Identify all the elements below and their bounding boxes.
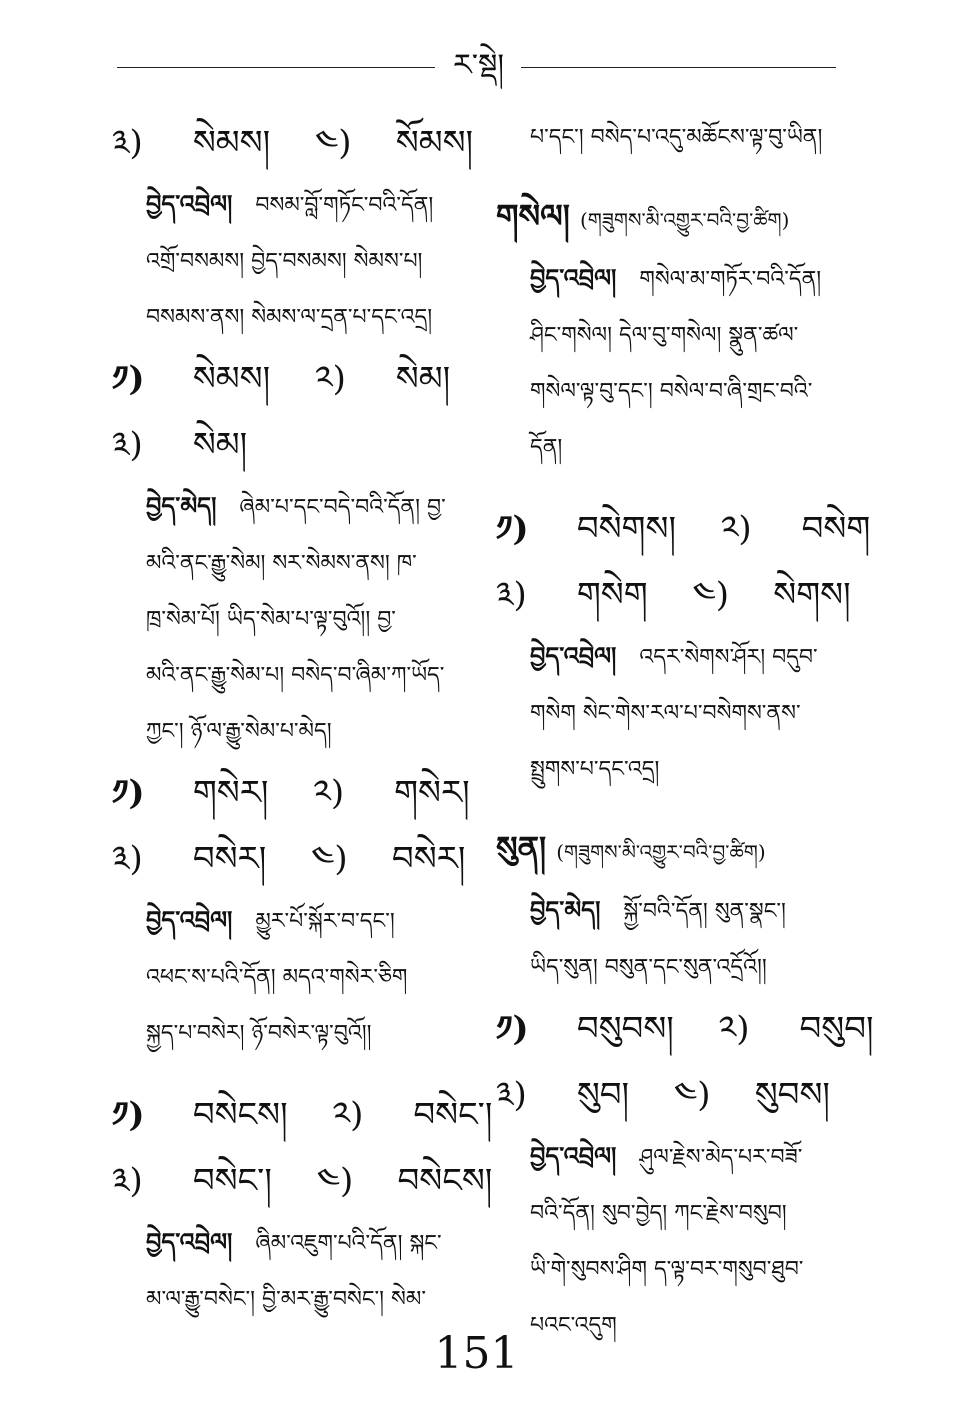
form-number: ༣)	[112, 839, 143, 879]
definition-line	[496, 628, 841, 686]
definition-label: བྱེད་འབྲེལ།	[146, 905, 233, 934]
definition-line: ཁྲ་སེམ་པོ། ཡིད་སེམ་པ་ལྟ་བུའོ།། བྱ་	[146, 607, 396, 632]
verb-form: སོམས།	[395, 123, 474, 163]
right-column	[496, 110, 874, 1354]
form-number: ༤)	[316, 1161, 354, 1201]
definition-line: ཡིད་སུན། བསུན་དང་སུན་འདྲོའོ།།	[530, 955, 767, 980]
definition-line: ཡི་གེ་སུབས་ཤིག ད་ལྟ་བར་གསུབ་ཐུབ་	[530, 1257, 804, 1282]
verb-forms-line	[496, 496, 871, 562]
form-number: ༤)	[314, 123, 352, 163]
verb-forms-line	[112, 826, 472, 892]
verb-form: བསེངས།	[397, 1161, 493, 1201]
definition-text: ཤུལ་རྗེས་མེད་པར་བཟོ་	[639, 1145, 803, 1170]
form-number: ༡)	[496, 509, 529, 549]
definition-text: གསེལ་མ་གཏོར་བའི་དོན།	[639, 267, 822, 292]
definition-line	[112, 892, 472, 950]
verb-forms-line	[112, 1082, 493, 1148]
definition-line	[112, 176, 472, 234]
header-rule-left	[117, 67, 435, 68]
verb-form: གསེག	[576, 575, 648, 615]
form-number: ༣)	[496, 575, 527, 615]
definition-text: ཞིམ་འཇུག་པའི་དོན། སྐང་	[255, 1231, 442, 1256]
verb-forms-line	[112, 760, 472, 826]
verb-forms-line	[496, 996, 874, 1062]
header-rule-right	[521, 67, 836, 68]
verb-form: བསེར།	[391, 839, 466, 879]
definition-line: མ་ལ་རྒྱུ་བསེང་། བྱི་མར་རྒྱུ་བསེང་། སེམ་	[146, 1287, 426, 1312]
verb-form: སེམས།	[192, 359, 271, 399]
definition-line: ཀྱང་། ཉོ་ལ་རྒྱུ་སེམ་པ་མེད།	[146, 719, 332, 744]
definition-line: གསེལ་ལྟ་བུ་དང་། བསེལ་བ་ཞི་གྲང་བའི་	[530, 379, 813, 404]
verb-form: གསེར།	[394, 773, 470, 813]
definition-line: འགྲོ་བསམས། བྱེད་བསམས། སེམས་པ།	[146, 249, 423, 274]
verb-form: བསེང་།	[413, 1095, 493, 1135]
verb-form: བསེང་།	[192, 1161, 272, 1201]
form-number: ༤)	[311, 839, 348, 879]
form-number: ༤)	[692, 575, 730, 615]
definition-line: འཕང་ས་པའི་དོན། མདའ་གསེར་ཅིག	[146, 965, 408, 990]
definition-line	[496, 1128, 841, 1186]
definition-text: སྐྱོ་བའི་དོན། སུན་སྣང་།	[623, 899, 786, 924]
definition-line: བའི་དོན། སུབ་བྱེད། ཀང་རྗེས་བསུབ།	[530, 1201, 787, 1226]
verb-form: སེགས།	[773, 575, 851, 615]
definition-line	[496, 882, 841, 940]
headword-note: (གཟུགས་མི་འགྱུར་བའི་བྱ་ཚིག)	[580, 208, 790, 232]
definition-line: མའི་ནང་རྒྱུ་སེམ་པ། བསེད་བ་ཞིམ་ཀ་ཡོད་	[146, 663, 445, 688]
definition-line: སྤྲུགས་པ་དང་འདྲ།	[530, 757, 660, 782]
definition-label: བྱེད་འབྲེལ།	[146, 189, 233, 218]
definition-line: མའི་ནང་རྒྱུ་སེམ། སར་སེམས་ནས། ཁ་	[146, 551, 417, 576]
definition-line	[496, 250, 841, 308]
verb-form: བསུབ།	[799, 1009, 874, 1049]
form-number: ༣)	[112, 425, 143, 465]
headword: སུན།	[496, 829, 547, 867]
verb-form: བསུབས།	[576, 1009, 674, 1049]
page-number: 151	[434, 1328, 519, 1379]
verb-form: སེམས།	[192, 123, 271, 163]
verb-form: བསེར།	[192, 839, 267, 879]
definition-line	[112, 478, 472, 536]
verb-forms-line	[112, 110, 472, 176]
verb-forms-line	[496, 1062, 841, 1128]
form-number: ༣)	[112, 123, 143, 163]
form-number: ༡)	[112, 1095, 145, 1135]
definition-text: འདར་སེགས་ཤོར། བདུབ་	[639, 645, 818, 670]
form-number: ༡)	[496, 1009, 529, 1049]
headword-line	[496, 186, 841, 250]
headword-line	[496, 818, 841, 882]
verb-form: སུབས།	[754, 1075, 830, 1115]
continued-text: པ་དང་། བསེད་པ་འདུ་མཆོངས་ལྟ་བུ་ཡིན།	[530, 125, 823, 150]
definition-line: དོན།	[530, 435, 563, 460]
definition-line: ཤིང་གསེལ། དེལ་བུ་གསེལ། སྣུན་ཚལ་	[530, 323, 799, 348]
verb-form: སེམ།	[192, 425, 248, 465]
form-number: ༢)	[720, 509, 752, 549]
form-number: ༢)	[718, 1009, 750, 1049]
definition-line: སྐྱད་པ་བསེར། ཉོ་བསེར་ལྟ་བུའོ།།	[146, 1021, 372, 1046]
definition-line: པའང་འདུག	[530, 1313, 617, 1338]
headword: གསེལ།	[496, 197, 570, 235]
verb-forms-line	[112, 412, 472, 478]
verb-form: བསེགས།	[576, 509, 676, 549]
definition-line	[112, 1214, 472, 1272]
definition-label: བྱེད་མེད།	[146, 491, 217, 520]
form-number: ༤)	[673, 1075, 711, 1115]
verb-form: བསེངས།	[192, 1095, 288, 1135]
verb-forms-line	[112, 1148, 493, 1214]
definition-text: མྱུར་པོ་སྐོར་བ་དང་།	[255, 909, 395, 934]
form-number: ༢)	[313, 773, 345, 813]
verb-form: སུབ།	[576, 1075, 630, 1115]
form-number: ༣)	[112, 1161, 143, 1201]
definition-line: བསམས་ནས། སེམས་ལ་དྲན་པ་དང་འདྲ།	[146, 305, 433, 330]
verb-form: བསེག	[801, 509, 871, 549]
definition-label: བྱེད་མེད།	[530, 895, 601, 924]
definition-label: བྱེད་འབྲེལ།	[146, 1227, 233, 1256]
headword-note: (གཟུགས་མི་འགྱུར་བའི་བྱ་ཚིག)	[556, 840, 766, 864]
form-number: ༢)	[314, 359, 346, 399]
definition-label: བྱེད་འབྲེལ།	[530, 263, 617, 292]
definition-text: བསམ་བློ་གཏོང་བའི་དོན།	[255, 193, 434, 218]
page-header-title: ར་སྡེ།	[453, 48, 504, 83]
verb-forms-line	[112, 346, 472, 412]
definition-label: བྱེད་འབྲེལ།	[530, 1141, 617, 1170]
definition-text: ཞེམ་པ་དང་བདེ་བའི་དོན། བྱ་	[239, 495, 446, 520]
verb-form: གསེར།	[192, 773, 269, 813]
form-number: ༡)	[112, 359, 145, 399]
left-column	[112, 110, 493, 1328]
definition-line: གསེག སེང་གེས་རལ་པ་བསེགས་ནས་	[530, 701, 801, 726]
form-number: ༣)	[496, 1075, 527, 1115]
verb-forms-line	[496, 562, 851, 628]
definition-label: བྱེད་འབྲེལ།	[530, 641, 617, 670]
verb-form: སེམ།	[395, 359, 451, 399]
form-number: ༢)	[332, 1095, 364, 1135]
form-number: ༡)	[112, 773, 145, 813]
